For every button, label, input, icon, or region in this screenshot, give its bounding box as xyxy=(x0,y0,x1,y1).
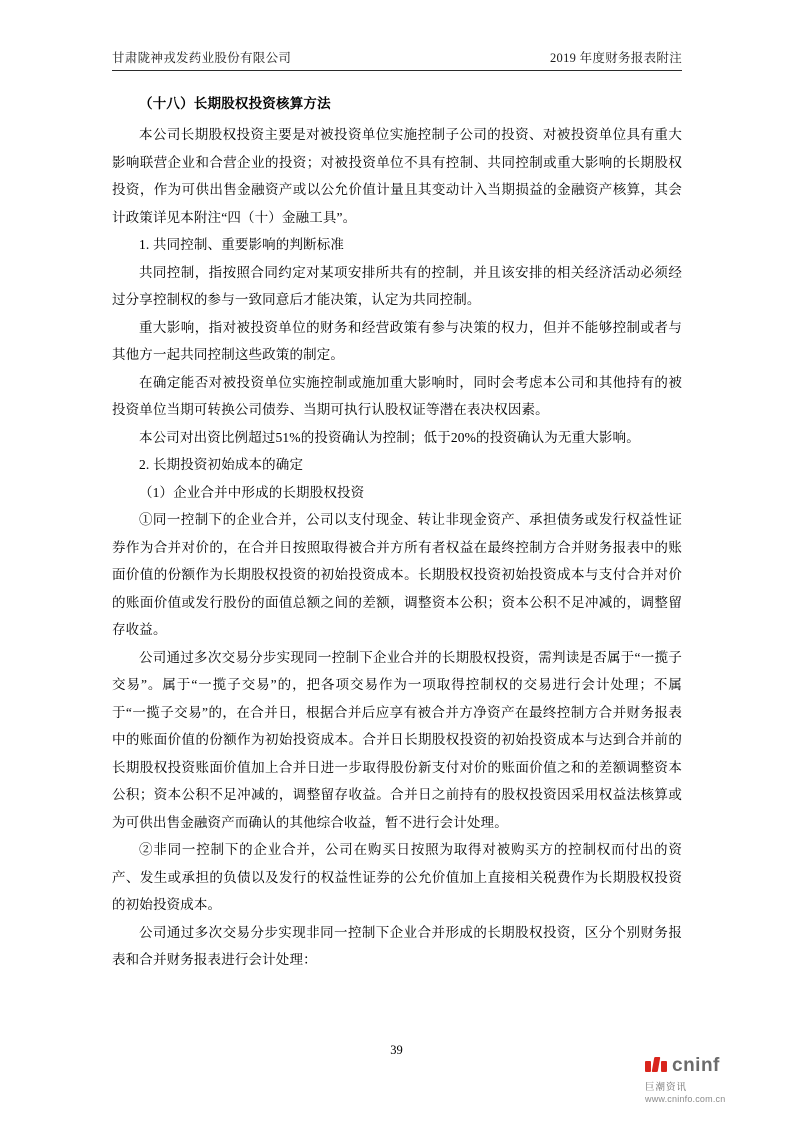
page-header xyxy=(112,48,682,66)
cninfo-mark-icon xyxy=(645,1055,667,1077)
paragraph: 本公司长期股权投资主要是对被投资单位实施控制子公司的投资、对被投资单位具有重大影响联营企业和合营企业的投资；对被投资单位不具有控制、共同控制或重大影响的长期股权投资，作为可供出售金融资产或以公允价值计量且其变动计入当期损益的金融资产核算，其会计政策详见本附注“四（十）金融工具”。 xyxy=(112,127,682,225)
paragraph: 共同控制，指按照合同约定对某项安排所共有的控制，并且该安排的相关经济活动必须经过分享控制权的参与一致同意后才能决策，认定为共同控制。 xyxy=(112,264,682,307)
header-company: 甘肃陇神戎发药业股份有限公司 xyxy=(112,51,292,65)
logo-wordmark: cninf xyxy=(672,1055,720,1076)
paragraph: ②非同一控制下的企业合并，公司在购买日按照为取得对被购买方的控制权而付出的资产、发生或承担的负债以及发行的权益性证券的公允价值加上直接相关税费作为长期股权投资的初始投资成本。 xyxy=(112,842,682,912)
paragraph: 1. 共同控制、重要影响的判断标准 xyxy=(139,237,345,252)
header-divider xyxy=(112,70,682,71)
paragraph: 重大影响，指对被投资单位的财务和经营政策有参与决策的权力，但并不能够控制或者与其他方一起共同控制这些政策的制定。 xyxy=(112,319,682,362)
header-document-title: 2019 年度财务报表附注 xyxy=(549,51,682,65)
paragraph: （1）企业合并中形成的长期股权投资 xyxy=(139,484,365,500)
paragraph: ①同一控制下的企业合并，公司以支付现金、转让非现金资产、承担债务或发行权益性证券作为合并对价的，在合并日按照取得被合并方所有者权益在最终控制方合并财务报表中的账面价值的份额作为长期股权投资的初始投资成本。长期股权投资初始投资成本与支付合并对价的账面价值或发行股份的面值总额之间的差额，调整资本公积；资本公积不足冲减的，调整留存收益。 xyxy=(112,512,682,637)
paragraph: 在确定能否对被投资单位实施控制或施加重大影响时，同时会考虑本公司和其他持有的被投资单位当期可转换公司债券、当期可执行认股权证等潜在表决权因素。 xyxy=(112,374,682,417)
cninfo-logo xyxy=(645,1055,765,1104)
paragraph: 2. 长期投资初始成本的确定 xyxy=(139,457,304,472)
page-number: 39 xyxy=(390,1043,403,1057)
logo-chinese-name: 巨潮资讯 xyxy=(645,1082,688,1093)
logo-row xyxy=(645,1055,765,1077)
logo-url: www.cninfo.com.cn xyxy=(645,1094,726,1104)
document-body xyxy=(112,92,682,974)
paragraph: 公司通过多次交易分步实现非同一控制下企业合并形成的长期股权投资，区分个别财务报表和合并财务报表进行会计处理： xyxy=(112,924,682,967)
paragraph: 公司通过多次交易分步实现同一控制下企业合并的长期股权投资，需判读是否属于“一揽子交易”。属于“一揽子交易”的，把各项交易作为一项取得控制权的交易进行会计处理；不属于“一揽子交易”的，在合并日，根据合并后应享有被合并方净资产在最终控制方合并财务报表中的账面价值的份额作为初始投资成本。合并日长期股权投资的初始投资成本与达到合并前的长期股权投资账面价值加上合并日进一步取得股份新支付对价的账面价值之和的差额调整资本公积；资本公积不足冲减的，调整留存收益。合并日之前持有的股权投资因采用权益法核算或为可供出售金融资产而确认的其他综合收益，暂不进行会计处理。 xyxy=(112,649,682,830)
section-heading: （十八）长期股权投资核算方法 xyxy=(139,96,331,111)
paragraph: 本公司对出资比例超过51%的投资确认为控制；低于20%的投资确认为无重大影响。 xyxy=(139,429,640,445)
